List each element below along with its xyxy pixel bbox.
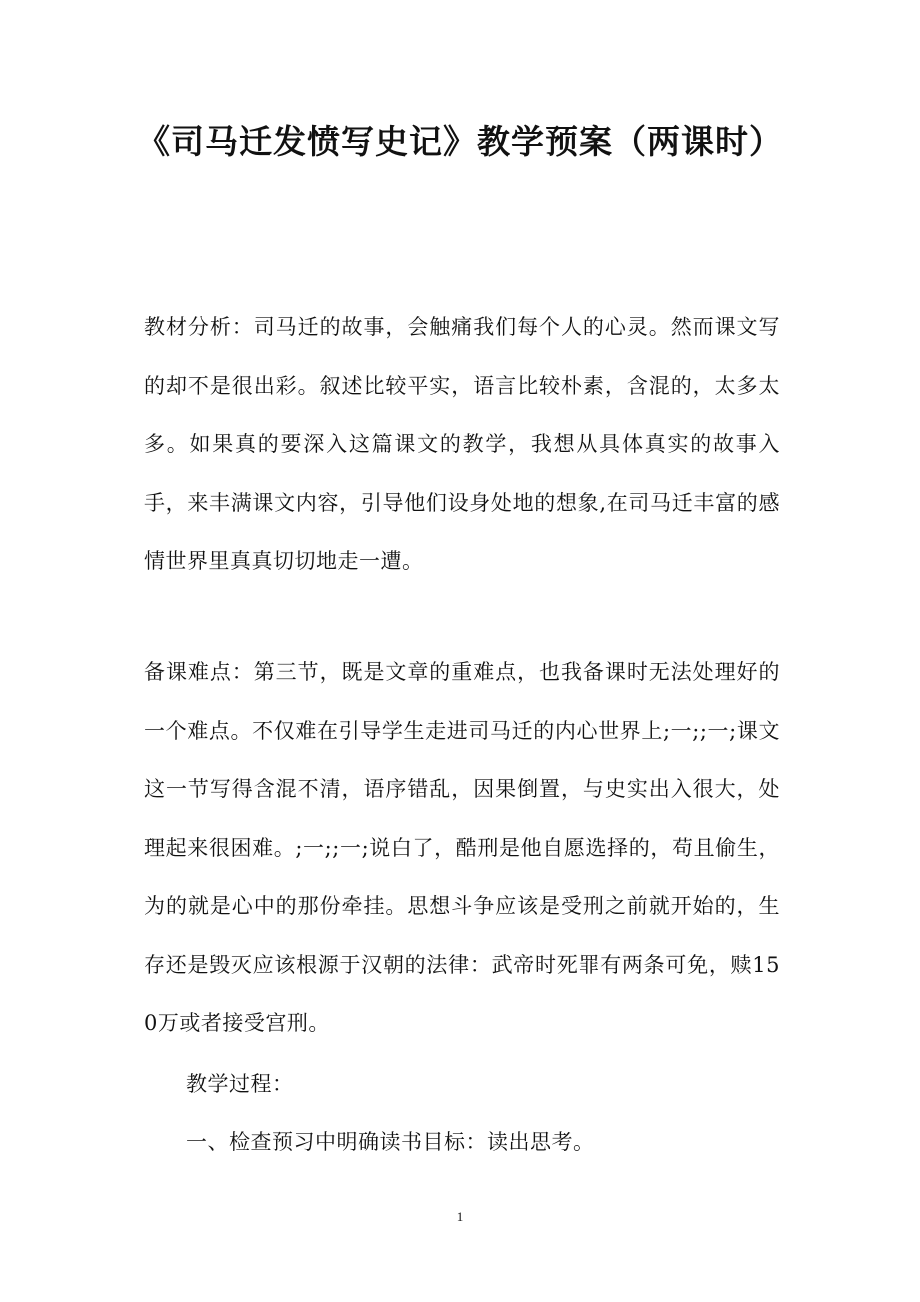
paragraph-textbook-analysis: 教材分析：司马迁的故事，会触痛我们每个人的心灵。然而课文写的却不是很出彩。叙述比较平实，语言比较朴素，含混的，太多太多。如果真的要深入这篇课文的教学，我想从具体真实的故事入手，来丰满课文内容，引导他们设身处地的想象,在司马迁丰富的感情世界里真真切切地走一遭。 [144,315,780,573]
paragraph-teaching-process: 教学过程： [186,1072,294,1096]
page-number: 1 [456,1209,464,1224]
paragraph-step-one: 一、检查预习中明确读书目标：读出思考。 [186,1130,595,1154]
document-title: 《司马迁发愤写史记》教学预案（两课时） [137,122,783,161]
paragraph-preparation-difficulty: 备课难点：第三节，既是文章的重难点，也我备课时无法处理好的一个难点。不仅难在引导学生走进司马迁的内心世界上;一;;一;课文这一节写得含混不清，语序错乱，因果倒置，与史实出入很大，处理起来很困难。;一;;一;说白了，酷刑是他自愿选择的，苟且偷生，为的就是心中的那份牵挂。思想斗争应该是受刑之前就开始的，生存还是毁灭应该根源于汉朝的法律：武帝时死罪有两条可免，赎150万或者接受宫刑。 [144,660,780,1035]
